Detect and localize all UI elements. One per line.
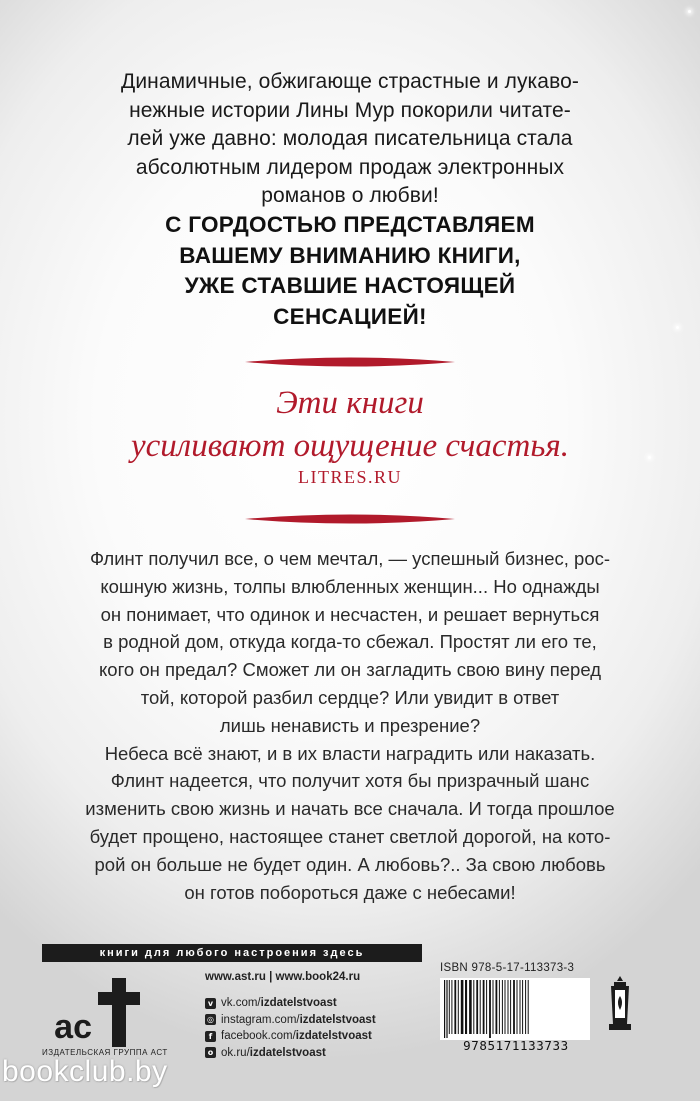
synopsis-line: рой он больше не будет один. А любовь?.. За свою любовь — [94, 853, 606, 875]
vk-icon: v — [205, 998, 216, 1009]
barcode-bar — [496, 980, 498, 1034]
publisher-websites[interactable]: www.ast.ru | www.book24.ru — [205, 971, 361, 983]
barcode-bar — [489, 980, 491, 1038]
barcode-number: 9785171133733 — [463, 1038, 569, 1053]
intro-paragraph — [50, 68, 650, 211]
synopsis-line: он готов побороться даже с небесами! — [184, 881, 516, 903]
quote-line: Эти книги — [276, 385, 424, 421]
top-ornament-divider — [245, 355, 455, 369]
barcode-bar — [446, 980, 447, 1038]
barcode-bar — [505, 980, 506, 1034]
barcode-bar — [517, 980, 518, 1034]
barcode-bar — [510, 980, 511, 1034]
review-quote — [60, 382, 640, 468]
synopsis-line: Флинт надеется, что получит хотя бы призрачный шанс — [110, 770, 590, 792]
barcode-bar — [508, 980, 509, 1034]
barcode-bar — [483, 980, 485, 1034]
synopsis-line: Флинт получил все, о чем мечтал, — успешный бизнес, рос- — [89, 548, 611, 569]
barcode-bar — [454, 980, 456, 1034]
publisher-caption: ИЗДАТЕЛЬСКАЯ ГРУППА АСТ — [42, 1048, 168, 1057]
synopsis-line: он понимает, что одинок и несчастен, и решает вернуться — [100, 603, 600, 625]
quote-line: усиливают ощущение счастья. — [131, 428, 569, 464]
barcode-bar — [525, 980, 526, 1034]
social-link-instagram[interactable] — [205, 1012, 435, 1029]
barcode-bar — [451, 980, 452, 1034]
bottom-ornament-divider — [245, 512, 455, 526]
instagram-icon: ◎ — [205, 1014, 216, 1025]
headline-line: С ГОРДОСТЬЮ ПРЕДСТАВЛЯЕМ — [165, 212, 535, 237]
headline-line: УЖЕ СТАВШИЕ НАСТОЯЩЕЙ — [184, 273, 516, 298]
barcode-bar — [449, 980, 450, 1034]
synopsis-line: той, которой разбил сердце? Или увидит в ответ — [140, 686, 560, 708]
synopsis-line: изменить свою жизнь и начать все сначала. И тогда прошлое — [85, 798, 615, 820]
barcode-bar — [473, 980, 474, 1034]
barcode-bar — [480, 980, 481, 1034]
barcode-bar — [486, 980, 487, 1034]
intro-line: лей уже давно: молодая писательница стала — [127, 127, 573, 150]
social-handle: izdatelstvoast — [299, 1013, 376, 1026]
watermark: bookclub.by — [2, 1055, 168, 1088]
social-link-ok[interactable] — [205, 1045, 435, 1062]
synopsis-line: в родной дом, откуда когда-то сбежал. Простят ли его те, — [103, 631, 597, 653]
ok-icon: o — [205, 1047, 216, 1058]
synopsis-line: кошную жизнь, толпы влюбленных женщин... Но однажды — [100, 575, 600, 597]
barcode-bar — [476, 980, 478, 1034]
barcode-bar — [493, 980, 494, 1034]
social-handle: izdatelstvoast — [295, 1030, 372, 1043]
social-link-facebook[interactable] — [205, 1028, 435, 1045]
barcode-bar — [520, 980, 521, 1034]
social-handle: izdatelstvoast — [260, 997, 337, 1010]
barcode-bar — [469, 980, 472, 1034]
lantern-logo-icon — [605, 974, 635, 1036]
isbn-label: ISBN 978-5-17-113373-3 — [440, 962, 575, 974]
barcode-bar — [513, 980, 515, 1034]
synopsis-line: лишь ненависть и презрение? — [219, 714, 481, 736]
social-prefix: vk.com/ — [221, 997, 261, 1010]
barcode — [440, 978, 590, 1040]
social-prefix: facebook.com/ — [221, 1030, 296, 1043]
barcode-bar — [444, 980, 445, 1038]
facebook-icon: f — [205, 1031, 216, 1042]
barcode-bar — [458, 980, 459, 1034]
barcode-bar — [502, 980, 503, 1034]
synopsis-paragraph — [40, 545, 660, 906]
synopsis-line: кого он предал? Сможет ли он загладить свою вину перед — [98, 659, 602, 681]
synopsis-line: будет прощено, настоящее станет светлой дорогой, на кото- — [89, 825, 611, 847]
synopsis-line: Небеса всё знают, и в их власти наградить или наказать. — [104, 742, 596, 764]
headline — [60, 210, 640, 332]
sparkle-decoration — [688, 10, 691, 13]
headline-line: СЕНСАЦИЕЙ! — [273, 303, 427, 329]
headline-line: ВАШЕМУ ВНИМАНИЮ КНИГИ, — [179, 242, 521, 268]
logo-text: ас — [54, 1008, 92, 1046]
social-link-vk[interactable] — [205, 995, 435, 1012]
quote-source: LITRES.RU — [297, 467, 402, 487]
intro-line: абсолютным лидером продаж электронных — [135, 155, 565, 179]
sparkle-decoration — [648, 456, 651, 459]
intro-line: романов о любви! — [261, 184, 439, 207]
sparkle-decoration — [676, 326, 679, 329]
intro-line: нежные истории Лины Мур покорили читате- — [129, 98, 571, 122]
social-handle: izdatelstvoast — [249, 1046, 326, 1059]
social-prefix: ok.ru/ — [221, 1046, 250, 1059]
barcode-bar — [499, 980, 500, 1034]
intro-line: Динамичные, обжигающе страстные и лукаво- — [121, 70, 579, 93]
social-prefix: instagram.com/ — [221, 1013, 300, 1026]
barcode-bar — [528, 980, 529, 1034]
barcode-bar — [522, 980, 523, 1034]
barcode-bar — [465, 980, 467, 1034]
social-links — [205, 995, 435, 1061]
barcode-bar — [461, 980, 464, 1034]
publisher-tagline: книги для любого настроения здесь — [42, 944, 422, 962]
